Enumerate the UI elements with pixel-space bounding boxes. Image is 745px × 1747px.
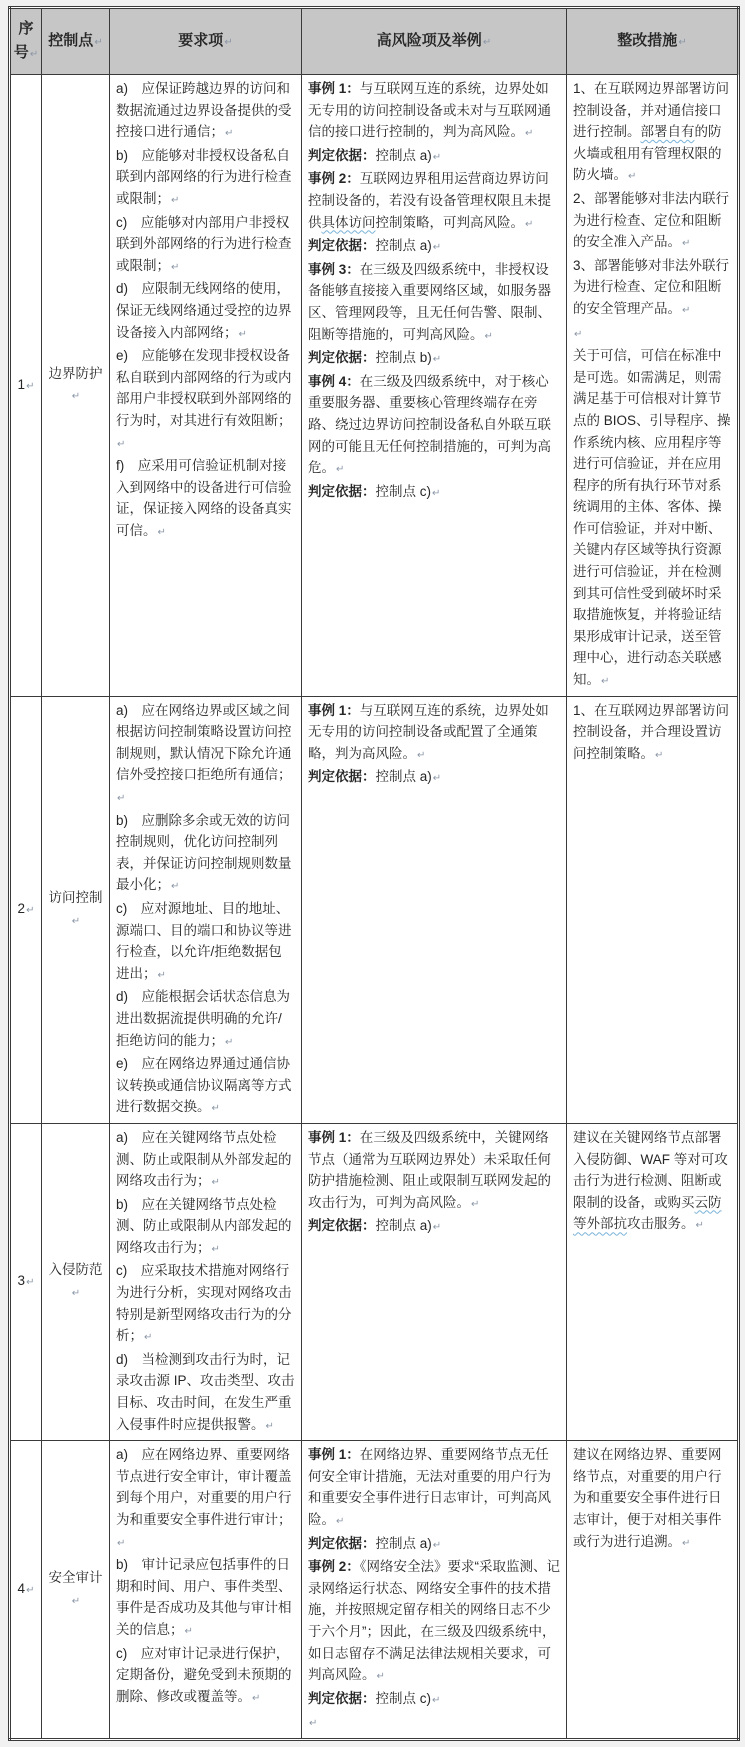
- col-header-control-point: [42, 8, 110, 75]
- paragraph: [308, 145, 560, 169]
- paragraph: [573, 322, 731, 346]
- col-header-high-risk-examples-label: 高风险项及举例 ↵: [377, 32, 491, 49]
- paragraph: [17, 898, 35, 922]
- text-run: 控制点 a): [375, 1535, 432, 1551]
- bold-run: 事例 4：: [308, 373, 360, 389]
- col-header-requirements: [110, 8, 302, 75]
- seq-cell: [10, 1441, 42, 1740]
- text-run: c) 应对审计记录进行保护，定期备份，避免受到未预期的删除、修改或覆盖等。: [116, 1645, 292, 1704]
- text-run: f) 应采用可信验证机制对接入到网络中的设备进行可信验证，保证接入网络的设备真实可信。: [116, 458, 292, 538]
- control-point-cell: [42, 696, 110, 1123]
- paragraph: [573, 1127, 731, 1237]
- paragraph: [308, 1533, 560, 1557]
- paragraph: [116, 78, 295, 145]
- text-run: c) 应对源地址、目的地址、源端口、目的端口和协议等进行检查，以允许/拒绝数据包进出；: [116, 900, 292, 981]
- text-run: 建议在关键网络节点部署入侵防御、WAF 等对可攻击行为进行检测、阻断或限制的设备，或购买: [573, 1129, 728, 1210]
- requirements-cell: [110, 696, 302, 1123]
- paragraph: [308, 1711, 560, 1735]
- col-header-high-risk-examples: [302, 8, 567, 75]
- text-run: c) 应能够对内部用户非授权联到外部网络的行为进行检查或限制；: [116, 214, 292, 273]
- paragraph: [116, 898, 295, 986]
- paragraph: [308, 235, 560, 259]
- bold-run: 判定依据：: [308, 483, 376, 499]
- text-run: 3、部署能够对非法外联行为进行检查、定位和阻断的安全管理产品。: [573, 257, 730, 316]
- paragraph: [116, 1349, 295, 1437]
- text-run: b) 应能够对非授权设备私自联到内部网络的行为进行检查或限制；: [116, 147, 292, 206]
- table-row: [10, 1123, 739, 1440]
- text-run: 与互联网互连的系统，边界处如无专用的访问控制设备或未对与互联网通信的接口进行控制的，判为高风险。: [308, 81, 551, 140]
- text-run: 3: [17, 1273, 26, 1289]
- paragraph: [48, 887, 103, 932]
- text-run: 《网络安全法》要求“采取监测、记录网络运行状态、网络安全事件的技术措施，并按照规定留存相关的网络日志不少于六个月”；因此，在三级及四级系统中，如日志留存不满足法律法规相关要求，可判高风险。: [308, 1559, 561, 1683]
- control-point-cell: [42, 1123, 110, 1440]
- table-row: [10, 1441, 739, 1740]
- bold-run: 事例 1：: [308, 702, 360, 718]
- remediation-cell: [567, 1441, 739, 1740]
- wavy-underline-run: 部署自有: [640, 124, 695, 140]
- text-run: 2: [17, 900, 26, 916]
- bold-run: 事例 1：: [308, 1447, 360, 1463]
- text-run: 控制点 b): [375, 350, 432, 366]
- table-row: [10, 75, 739, 697]
- paragraph: [116, 1127, 295, 1194]
- bold-run: 判定依据：: [308, 1690, 376, 1706]
- seq-cell: [10, 696, 42, 1123]
- bold-run: 事例 1：: [308, 1129, 360, 1145]
- paragraph: [48, 363, 103, 408]
- text-run: 在三级及四级系统中，对于核心重要服务器、重要核心管理终端存在旁路、绕过边界访问控制设备私自外联互联网的可能且无任何控制措施的，可判为高危。: [308, 373, 551, 476]
- bold-run: 事例 2：: [308, 171, 360, 187]
- paragraph: [116, 1194, 295, 1261]
- control-point-cell: [42, 1441, 110, 1740]
- text-run: 控制策略，可判高风险。: [375, 214, 524, 230]
- text-run: d) 应限制无线网络的使用，保证无线网络通过受控的边界设备接入内部网络；: [116, 281, 292, 340]
- paragraph: [308, 1127, 560, 1215]
- text-run: 1: [17, 376, 26, 392]
- control-point-cell: [42, 75, 110, 697]
- paragraph: [116, 1444, 295, 1554]
- paragraph: [116, 345, 295, 455]
- bold-run: 判定依据：: [308, 1218, 376, 1234]
- seq-cell: [10, 1123, 42, 1440]
- paragraph: [573, 700, 731, 767]
- col-header-remediation-label: 整改措施 ↵: [617, 32, 686, 49]
- col-header-seq: [10, 8, 42, 75]
- requirements-cell: [110, 75, 302, 697]
- paragraph: [573, 345, 731, 693]
- paragraph: [308, 168, 560, 235]
- bold-run: 判定依据：: [308, 1535, 376, 1551]
- col-header-requirements-label: 要求项 ↵: [178, 32, 232, 49]
- text-run: a) 应在关键网络节点处检测、防止或限制从外部发起的网络攻击行为；: [116, 1129, 292, 1189]
- text-run: 与互联网互连的系统，边界处如无专用的访问控制设备或配置了全通策略，判为高风险。: [308, 702, 549, 761]
- paragraph: [116, 810, 295, 898]
- text-run: 攻击服务。: [627, 1216, 695, 1232]
- requirements-cell: [110, 1123, 302, 1440]
- bold-run: 判定依据：: [308, 350, 376, 366]
- bold-run: 事例 2：: [308, 1559, 360, 1575]
- requirements-cell: [110, 1441, 302, 1740]
- seq-cell: [10, 75, 42, 697]
- text-run: 建议在网络边界、重要网络节点，对重要的用户行为和重要安全事件进行日志审计，便于对相关事件或行为进行追溯。: [573, 1447, 722, 1549]
- paragraph: [17, 1270, 35, 1294]
- text-run: 控制点 a): [375, 238, 432, 254]
- paragraph: [116, 212, 295, 279]
- paragraph: [48, 1259, 103, 1304]
- paragraph: [308, 700, 560, 767]
- remediation-cell: [567, 1123, 739, 1440]
- text-run: 入侵防范: [48, 1262, 103, 1278]
- text-run: 在三级及四级系统中，非授权设备能够直接接入重要网络区域，如服务器区、管理网段等，且无任何告警、限制、阻断等措施的，可判高风险。: [308, 261, 551, 342]
- paragraph: [116, 700, 295, 810]
- paragraph: [17, 374, 35, 398]
- text-run: a) 应在网络边界或区域之间根据访问控制策略设置访问控制规则，默认情况下除允许通信外受控接口拒绝所有通信；: [116, 702, 292, 783]
- text-run: d) 当检测到攻击行为时，记录攻击源 IP、攻击类型、攻击目标、攻击时间，在发生严重入侵事件时应提供报警。: [116, 1351, 295, 1432]
- text-run: 控制点 c): [375, 1690, 431, 1706]
- paragraph: [308, 1215, 560, 1239]
- text-run: b) 应在关键网络节点处检测、防止或限制从内部发起的网络攻击行为；: [116, 1196, 292, 1255]
- paragraph: [573, 255, 731, 322]
- text-run: 控制点 a): [375, 147, 432, 163]
- paragraph: [308, 1688, 560, 1712]
- text-run: b) 审计记录应包括事件的日期和时间、用户、事件类型、事件是否成功及其他与审计相关的信息；: [116, 1557, 292, 1637]
- security-controls-table: [8, 6, 740, 1741]
- paragraph: [116, 1053, 295, 1120]
- paragraph: [116, 1643, 295, 1710]
- paragraph: [573, 188, 731, 255]
- text-run: b) 应删除多余或无效的访问控制规则，优化访问控制列表，并保证访问控制规则数量最小化；: [116, 812, 292, 893]
- bold-run: 事例 3：: [308, 261, 360, 277]
- text-run: 访问控制: [48, 890, 103, 906]
- remediation-cell: [567, 75, 739, 697]
- table-row: [10, 696, 739, 1123]
- paragraph: [116, 1260, 295, 1348]
- paragraph: [308, 766, 560, 790]
- bold-run: 判定依据：: [308, 147, 376, 163]
- text-run: 互联网边界租用运营商边界访问控制设备的，若没有设备管理权限且未提供: [308, 171, 551, 230]
- high-risk-examples-cell: [302, 1123, 567, 1440]
- text-run: 关于可信，可信在标准中是可选。如需满足，则需满足基于可信根对计算节点的 BIOS、引导程序、操作系统内核、应用程序等进行可信验证，并在应用程序的所有执行环节对系统调用的主体、客体、操作可信验证，并对中断、关键内存区域等执行资源 进行可信验证，并在检测到其可信性受到破坏时采取措施恢复，并将验证结果形成审计记录，送至管理中心，进行动态关联感知。: [573, 348, 731, 688]
- text-run: 1、在互联网边界部署访问控制设备，并对通信接口进行控制。: [573, 81, 730, 140]
- paragraph: [116, 986, 295, 1053]
- paragraph: [116, 455, 295, 543]
- paragraph: [308, 347, 560, 371]
- paragraph: [116, 145, 295, 212]
- text-run: 4: [17, 1580, 26, 1596]
- paragraph: [308, 78, 560, 145]
- text-run: d) 应能根据会话状态信息为进出数据流提供明确的允许/拒绝访问的能力；: [116, 989, 291, 1048]
- paragraph: [308, 259, 560, 347]
- text-run: 控制点 a): [375, 1218, 432, 1234]
- high-risk-examples-cell: [302, 75, 567, 697]
- header-row: [10, 8, 739, 75]
- text-run: 控制点 c): [375, 483, 431, 499]
- text-run: 边界防护: [48, 365, 103, 381]
- paragraph: [17, 1578, 35, 1602]
- paragraph: [308, 1556, 560, 1688]
- bold-run: 判定依据：: [308, 238, 376, 254]
- paragraph: [48, 1567, 103, 1612]
- table-body: [10, 75, 739, 1740]
- col-header-remediation: [567, 8, 739, 75]
- wavy-underline-run: 云防等外部抗: [573, 1194, 722, 1232]
- paragraph: [308, 1444, 560, 1532]
- wavy-underline-run: 具体访问: [321, 214, 376, 230]
- text-run: 在三级及四级系统中，关键网络节点（通常为互联网边界处）未采取任何防护措施检测、阻止或限制互联网发起的攻击行为，可判为高风险。: [308, 1129, 551, 1210]
- text-run: a) 应在网络边界、重要网络节点进行安全审计，审计覆盖到每个用户，对重要的用户行为和重要安全事件进行审计；: [116, 1447, 292, 1527]
- text-run: 2、部署能够对非法内联行为进行检查、定位和阻断的安全准入产品。: [573, 190, 730, 250]
- remediation-cell: [567, 696, 739, 1123]
- col-header-control-point-label: 控制点 ↵: [48, 32, 102, 49]
- paragraph: [573, 1444, 731, 1554]
- paragraph: [116, 278, 295, 345]
- text-run: 安全审计: [48, 1569, 103, 1585]
- text-run: 控制点 a): [375, 769, 432, 785]
- text-run: a) 应保证跨越边界的访问和数据流通过边界设备提供的受控接口进行通信；: [116, 81, 292, 140]
- text-run: 的防火墙或租用有管理权限的防火墙。: [573, 124, 722, 183]
- high-risk-examples-cell: [302, 1441, 567, 1740]
- bold-run: 事例 1：: [308, 81, 360, 96]
- paragraph: [308, 481, 560, 505]
- bold-run: 判定依据：: [308, 769, 376, 785]
- text-run: e) 应能够在发现非授权设备私自联到内部网络的行为或内部用户非授权联到外部网络的行为时，对其进行有效阻断；: [116, 348, 292, 428]
- text-run: e) 应在网络边界通过通信协议转换或通信协议隔离等方式进行数据交换。: [116, 1056, 292, 1115]
- paragraph: [308, 371, 560, 481]
- col-header-seq-label: 序号 ↵: [14, 20, 38, 61]
- text-run: 在网络边界、重要网络节点无任何安全审计措施，无法对重要的用户行为和重要安全事件进行日志审计，可判高风险。: [308, 1447, 551, 1527]
- text-run: 1、在互联网边界部署访问控制设备，并合理设置访问控制策略。: [573, 702, 730, 761]
- text-run: c) 应采取技术措施对网络行为进行分析，实现对网络攻击特别是新型网络攻击行为的分析；: [116, 1263, 292, 1344]
- high-risk-examples-cell: [302, 696, 567, 1123]
- paragraph: [116, 1554, 295, 1642]
- paragraph: [573, 78, 731, 188]
